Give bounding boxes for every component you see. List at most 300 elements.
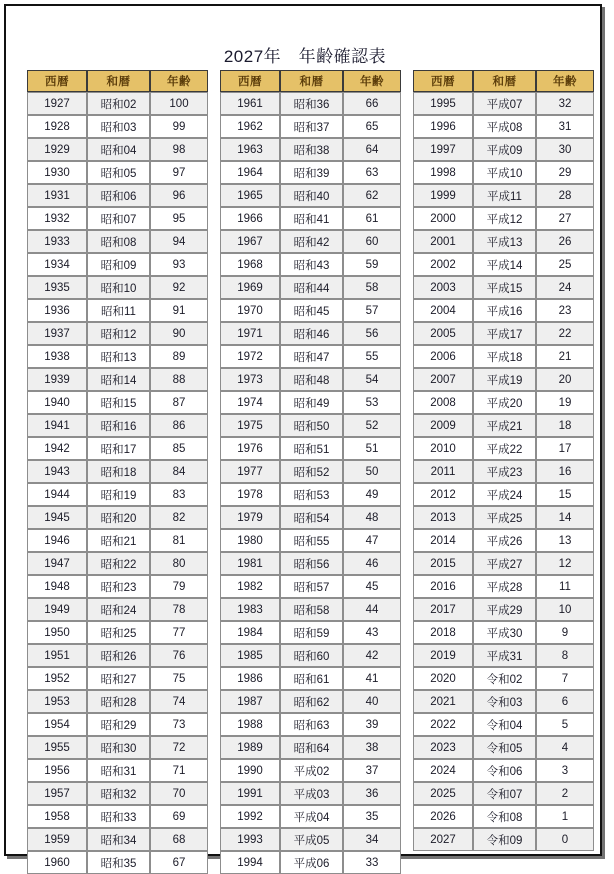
cell-seireki: 1948 xyxy=(27,575,87,598)
tables-container xyxy=(27,70,593,874)
cell-seireki: 1946 xyxy=(27,529,87,552)
table-row xyxy=(27,483,208,506)
document-page xyxy=(4,4,602,870)
cell-seireki: 2010 xyxy=(413,437,473,460)
cell-wareki: 昭和53 xyxy=(280,483,343,506)
cell-seireki: 2020 xyxy=(413,667,473,690)
cell-wareki: 昭和50 xyxy=(280,414,343,437)
table-row xyxy=(413,552,594,575)
table-row xyxy=(27,138,208,161)
table-row xyxy=(220,230,401,253)
cell-wareki: 平成30 xyxy=(473,621,536,644)
cell-seireki: 2012 xyxy=(413,483,473,506)
table-row xyxy=(413,575,594,598)
cell-nenrei: 42 xyxy=(343,644,401,667)
cell-nenrei: 61 xyxy=(343,207,401,230)
table-row xyxy=(27,598,208,621)
cell-seireki: 1942 xyxy=(27,437,87,460)
cell-seireki: 1982 xyxy=(220,575,280,598)
table-row xyxy=(413,184,594,207)
table-1-body xyxy=(27,92,208,874)
table-row xyxy=(413,529,594,552)
cell-wareki: 昭和11 xyxy=(87,299,150,322)
table-row xyxy=(220,345,401,368)
cell-nenrei: 53 xyxy=(343,391,401,414)
table-row xyxy=(220,299,401,322)
cell-nenrei: 15 xyxy=(536,483,594,506)
cell-seireki: 1940 xyxy=(27,391,87,414)
table-wrapper-3 xyxy=(413,70,594,874)
cell-wareki: 令和06 xyxy=(473,759,536,782)
table-row xyxy=(413,506,594,529)
cell-nenrei: 38 xyxy=(343,736,401,759)
table-row xyxy=(27,115,208,138)
cell-seireki: 1929 xyxy=(27,138,87,161)
cell-seireki: 2007 xyxy=(413,368,473,391)
cell-nenrei: 100 xyxy=(150,92,208,115)
column-header-nenrei: 年齢 xyxy=(536,70,594,92)
cell-nenrei: 57 xyxy=(343,299,401,322)
cell-seireki: 1977 xyxy=(220,460,280,483)
cell-seireki: 1974 xyxy=(220,391,280,414)
cell-nenrei: 29 xyxy=(536,161,594,184)
cell-wareki: 昭和17 xyxy=(87,437,150,460)
cell-seireki: 1995 xyxy=(413,92,473,115)
cell-nenrei: 89 xyxy=(150,345,208,368)
cell-nenrei: 16 xyxy=(536,460,594,483)
cell-wareki: 平成22 xyxy=(473,437,536,460)
cell-seireki: 1943 xyxy=(27,460,87,483)
cell-nenrei: 72 xyxy=(150,736,208,759)
cell-seireki: 1958 xyxy=(27,805,87,828)
cell-nenrei: 84 xyxy=(150,460,208,483)
cell-seireki: 2026 xyxy=(413,805,473,828)
cell-nenrei: 7 xyxy=(536,667,594,690)
cell-wareki: 平成20 xyxy=(473,391,536,414)
cell-wareki: 昭和58 xyxy=(280,598,343,621)
table-row xyxy=(27,414,208,437)
cell-wareki: 平成18 xyxy=(473,345,536,368)
cell-nenrei: 22 xyxy=(536,322,594,345)
table-row xyxy=(27,575,208,598)
cell-seireki: 1951 xyxy=(27,644,87,667)
cell-wareki: 昭和39 xyxy=(280,161,343,184)
cell-nenrei: 82 xyxy=(150,506,208,529)
table-row xyxy=(413,368,594,391)
cell-nenrei: 9 xyxy=(536,621,594,644)
table-row xyxy=(27,529,208,552)
cell-seireki: 1986 xyxy=(220,667,280,690)
table-row xyxy=(27,782,208,805)
cell-wareki: 平成14 xyxy=(473,253,536,276)
cell-wareki: 昭和04 xyxy=(87,138,150,161)
table-row xyxy=(27,368,208,391)
cell-wareki: 平成19 xyxy=(473,368,536,391)
cell-seireki: 1981 xyxy=(220,552,280,575)
cell-wareki: 平成12 xyxy=(473,207,536,230)
cell-wareki: 昭和60 xyxy=(280,644,343,667)
table-row xyxy=(27,460,208,483)
cell-nenrei: 68 xyxy=(150,828,208,851)
cell-nenrei: 43 xyxy=(343,621,401,644)
cell-nenrei: 25 xyxy=(536,253,594,276)
cell-nenrei: 2 xyxy=(536,782,594,805)
cell-nenrei: 92 xyxy=(150,276,208,299)
column-header-wareki: 和暦 xyxy=(87,70,150,92)
table-row xyxy=(27,805,208,828)
table-3-body xyxy=(413,92,594,851)
table-row xyxy=(27,736,208,759)
cell-nenrei: 75 xyxy=(150,667,208,690)
table-row xyxy=(413,598,594,621)
cell-nenrei: 88 xyxy=(150,368,208,391)
cell-wareki: 昭和55 xyxy=(280,529,343,552)
cell-nenrei: 56 xyxy=(343,322,401,345)
cell-seireki: 1964 xyxy=(220,161,280,184)
cell-nenrei: 62 xyxy=(343,184,401,207)
cell-nenrei: 99 xyxy=(150,115,208,138)
cell-wareki: 昭和61 xyxy=(280,667,343,690)
cell-nenrei: 0 xyxy=(536,828,594,851)
cell-wareki: 昭和21 xyxy=(87,529,150,552)
table-row xyxy=(220,644,401,667)
table-wrapper-1 xyxy=(27,70,208,874)
cell-seireki: 2003 xyxy=(413,276,473,299)
cell-nenrei: 76 xyxy=(150,644,208,667)
table-row xyxy=(413,138,594,161)
cell-wareki: 平成25 xyxy=(473,506,536,529)
cell-seireki: 1941 xyxy=(27,414,87,437)
cell-wareki: 昭和27 xyxy=(87,667,150,690)
table-row xyxy=(413,253,594,276)
cell-nenrei: 64 xyxy=(343,138,401,161)
cell-wareki: 平成27 xyxy=(473,552,536,575)
table-row xyxy=(413,276,594,299)
cell-seireki: 1927 xyxy=(27,92,87,115)
table-row xyxy=(220,506,401,529)
table-row xyxy=(220,690,401,713)
cell-wareki: 昭和26 xyxy=(87,644,150,667)
cell-nenrei: 71 xyxy=(150,759,208,782)
table-row xyxy=(220,460,401,483)
cell-nenrei: 35 xyxy=(343,805,401,828)
cell-nenrei: 67 xyxy=(150,851,208,874)
table-1-head xyxy=(27,70,208,92)
table-row xyxy=(413,161,594,184)
table-row xyxy=(413,207,594,230)
cell-wareki: 平成29 xyxy=(473,598,536,621)
cell-wareki: 平成05 xyxy=(280,828,343,851)
cell-wareki: 平成15 xyxy=(473,276,536,299)
cell-wareki: 昭和57 xyxy=(280,575,343,598)
table-row xyxy=(220,782,401,805)
table-row xyxy=(413,230,594,253)
cell-wareki: 昭和44 xyxy=(280,276,343,299)
cell-seireki: 1989 xyxy=(220,736,280,759)
cell-seireki: 2005 xyxy=(413,322,473,345)
cell-seireki: 2009 xyxy=(413,414,473,437)
cell-wareki: 昭和06 xyxy=(87,184,150,207)
cell-wareki: 昭和34 xyxy=(87,828,150,851)
cell-wareki: 平成09 xyxy=(473,138,536,161)
cell-nenrei: 19 xyxy=(536,391,594,414)
cell-seireki: 1944 xyxy=(27,483,87,506)
cell-wareki: 昭和20 xyxy=(87,506,150,529)
table-row xyxy=(27,322,208,345)
cell-seireki: 1956 xyxy=(27,759,87,782)
table-row xyxy=(27,644,208,667)
cell-seireki: 1953 xyxy=(27,690,87,713)
table-row xyxy=(220,828,401,851)
cell-seireki: 1936 xyxy=(27,299,87,322)
table-row xyxy=(413,299,594,322)
table-row xyxy=(220,115,401,138)
cell-wareki: 昭和24 xyxy=(87,598,150,621)
cell-seireki: 2016 xyxy=(413,575,473,598)
cell-seireki: 1975 xyxy=(220,414,280,437)
cell-seireki: 1955 xyxy=(27,736,87,759)
cell-nenrei: 81 xyxy=(150,529,208,552)
table-row xyxy=(27,552,208,575)
cell-seireki: 2021 xyxy=(413,690,473,713)
cell-nenrei: 73 xyxy=(150,713,208,736)
cell-wareki: 平成02 xyxy=(280,759,343,782)
table-row xyxy=(413,391,594,414)
cell-wareki: 昭和62 xyxy=(280,690,343,713)
cell-wareki: 平成04 xyxy=(280,805,343,828)
cell-seireki: 2015 xyxy=(413,552,473,575)
cell-wareki: 令和09 xyxy=(473,828,536,851)
cell-wareki: 令和08 xyxy=(473,805,536,828)
cell-nenrei: 18 xyxy=(536,414,594,437)
cell-seireki: 1984 xyxy=(220,621,280,644)
page-title: 2027年 年齢確認表 xyxy=(223,47,387,66)
table-row xyxy=(413,322,594,345)
cell-seireki: 2011 xyxy=(413,460,473,483)
cell-seireki: 1966 xyxy=(220,207,280,230)
cell-wareki: 昭和18 xyxy=(87,460,150,483)
table-row xyxy=(27,345,208,368)
cell-wareki: 平成06 xyxy=(280,851,343,874)
table-1-header-row xyxy=(27,70,208,92)
cell-nenrei: 95 xyxy=(150,207,208,230)
table-row xyxy=(220,529,401,552)
cell-nenrei: 40 xyxy=(343,690,401,713)
cell-wareki: 昭和15 xyxy=(87,391,150,414)
cell-wareki: 昭和07 xyxy=(87,207,150,230)
cell-nenrei: 48 xyxy=(343,506,401,529)
cell-nenrei: 28 xyxy=(536,184,594,207)
table-3-header-row xyxy=(413,70,594,92)
table-row xyxy=(220,138,401,161)
table-row xyxy=(27,184,208,207)
cell-wareki: 昭和14 xyxy=(87,368,150,391)
cell-wareki: 平成03 xyxy=(280,782,343,805)
cell-nenrei: 27 xyxy=(536,207,594,230)
cell-wareki: 令和04 xyxy=(473,713,536,736)
table-row xyxy=(220,621,401,644)
cell-nenrei: 26 xyxy=(536,230,594,253)
table-row xyxy=(413,345,594,368)
cell-nenrei: 97 xyxy=(150,161,208,184)
cell-wareki: 昭和51 xyxy=(280,437,343,460)
cell-wareki: 昭和12 xyxy=(87,322,150,345)
cell-wareki: 平成11 xyxy=(473,184,536,207)
cell-seireki: 1973 xyxy=(220,368,280,391)
cell-wareki: 昭和28 xyxy=(87,690,150,713)
cell-seireki: 1978 xyxy=(220,483,280,506)
cell-wareki: 平成17 xyxy=(473,322,536,345)
table-row xyxy=(220,575,401,598)
table-row xyxy=(220,759,401,782)
cell-seireki: 1935 xyxy=(27,276,87,299)
cell-wareki: 昭和31 xyxy=(87,759,150,782)
cell-nenrei: 59 xyxy=(343,253,401,276)
table-row xyxy=(220,598,401,621)
cell-seireki: 1971 xyxy=(220,322,280,345)
table-row xyxy=(413,782,594,805)
cell-nenrei: 1 xyxy=(536,805,594,828)
cell-seireki: 1933 xyxy=(27,230,87,253)
cell-nenrei: 98 xyxy=(150,138,208,161)
cell-seireki: 2024 xyxy=(413,759,473,782)
cell-nenrei: 60 xyxy=(343,230,401,253)
table-row xyxy=(413,115,594,138)
cell-seireki: 1972 xyxy=(220,345,280,368)
cell-wareki: 令和05 xyxy=(473,736,536,759)
cell-nenrei: 50 xyxy=(343,460,401,483)
cell-seireki: 2019 xyxy=(413,644,473,667)
cell-wareki: 昭和35 xyxy=(87,851,150,874)
cell-seireki: 1950 xyxy=(27,621,87,644)
cell-wareki: 平成26 xyxy=(473,529,536,552)
cell-seireki: 1962 xyxy=(220,115,280,138)
cell-nenrei: 58 xyxy=(343,276,401,299)
cell-wareki: 昭和02 xyxy=(87,92,150,115)
cell-wareki: 昭和56 xyxy=(280,552,343,575)
table-row xyxy=(27,621,208,644)
cell-wareki: 昭和41 xyxy=(280,207,343,230)
cell-nenrei: 24 xyxy=(536,276,594,299)
cell-seireki: 1968 xyxy=(220,253,280,276)
cell-nenrei: 86 xyxy=(150,414,208,437)
cell-nenrei: 6 xyxy=(536,690,594,713)
cell-nenrei: 20 xyxy=(536,368,594,391)
cell-wareki: 平成23 xyxy=(473,460,536,483)
column-header-seireki: 西暦 xyxy=(220,70,280,92)
table-row xyxy=(220,276,401,299)
column-header-nenrei: 年齢 xyxy=(150,70,208,92)
cell-seireki: 1965 xyxy=(220,184,280,207)
cell-wareki: 平成08 xyxy=(473,115,536,138)
cell-wareki: 平成31 xyxy=(473,644,536,667)
cell-seireki: 1961 xyxy=(220,92,280,115)
cell-wareki: 昭和09 xyxy=(87,253,150,276)
table-row xyxy=(220,161,401,184)
cell-seireki: 2004 xyxy=(413,299,473,322)
cell-wareki: 昭和19 xyxy=(87,483,150,506)
table-row xyxy=(413,92,594,115)
table-row xyxy=(220,713,401,736)
table-row xyxy=(220,207,401,230)
cell-wareki: 昭和47 xyxy=(280,345,343,368)
cell-seireki: 1963 xyxy=(220,138,280,161)
cell-nenrei: 31 xyxy=(536,115,594,138)
cell-wareki: 平成24 xyxy=(473,483,536,506)
cell-nenrei: 51 xyxy=(343,437,401,460)
cell-wareki: 令和07 xyxy=(473,782,536,805)
table-row xyxy=(27,851,208,874)
table-row xyxy=(27,299,208,322)
cell-nenrei: 55 xyxy=(343,345,401,368)
cell-nenrei: 85 xyxy=(150,437,208,460)
cell-wareki: 昭和23 xyxy=(87,575,150,598)
table-row xyxy=(413,414,594,437)
cell-seireki: 2017 xyxy=(413,598,473,621)
cell-seireki: 1938 xyxy=(27,345,87,368)
cell-seireki: 1949 xyxy=(27,598,87,621)
cell-seireki: 1952 xyxy=(27,667,87,690)
cell-nenrei: 91 xyxy=(150,299,208,322)
table-row xyxy=(413,483,594,506)
table-row xyxy=(220,552,401,575)
cell-nenrei: 30 xyxy=(536,138,594,161)
table-row xyxy=(27,391,208,414)
cell-wareki: 昭和36 xyxy=(280,92,343,115)
cell-seireki: 1954 xyxy=(27,713,87,736)
cell-nenrei: 8 xyxy=(536,644,594,667)
cell-wareki: 昭和48 xyxy=(280,368,343,391)
cell-wareki: 昭和30 xyxy=(87,736,150,759)
table-row xyxy=(220,483,401,506)
year-age-table-2 xyxy=(220,70,401,874)
cell-seireki: 1945 xyxy=(27,506,87,529)
cell-wareki: 昭和13 xyxy=(87,345,150,368)
cell-nenrei: 10 xyxy=(536,598,594,621)
cell-wareki: 昭和33 xyxy=(87,805,150,828)
table-row xyxy=(413,667,594,690)
cell-wareki: 昭和38 xyxy=(280,138,343,161)
table-row xyxy=(413,713,594,736)
cell-wareki: 平成28 xyxy=(473,575,536,598)
cell-nenrei: 41 xyxy=(343,667,401,690)
cell-wareki: 昭和59 xyxy=(280,621,343,644)
cell-seireki: 1999 xyxy=(413,184,473,207)
cell-seireki: 1979 xyxy=(220,506,280,529)
cell-nenrei: 77 xyxy=(150,621,208,644)
cell-seireki: 1930 xyxy=(27,161,87,184)
cell-seireki: 1980 xyxy=(220,529,280,552)
cell-seireki: 1937 xyxy=(27,322,87,345)
table-row xyxy=(27,506,208,529)
cell-wareki: 昭和03 xyxy=(87,115,150,138)
cell-nenrei: 47 xyxy=(343,529,401,552)
cell-nenrei: 44 xyxy=(343,598,401,621)
cell-seireki: 2014 xyxy=(413,529,473,552)
cell-seireki: 1932 xyxy=(27,207,87,230)
cell-seireki: 1987 xyxy=(220,690,280,713)
column-header-seireki: 西暦 xyxy=(413,70,473,92)
cell-wareki: 昭和16 xyxy=(87,414,150,437)
cell-seireki: 1996 xyxy=(413,115,473,138)
table-row xyxy=(220,851,401,874)
table-row xyxy=(27,276,208,299)
cell-nenrei: 93 xyxy=(150,253,208,276)
table-row xyxy=(220,805,401,828)
table-row xyxy=(27,759,208,782)
cell-wareki: 令和03 xyxy=(473,690,536,713)
cell-seireki: 1994 xyxy=(220,851,280,874)
